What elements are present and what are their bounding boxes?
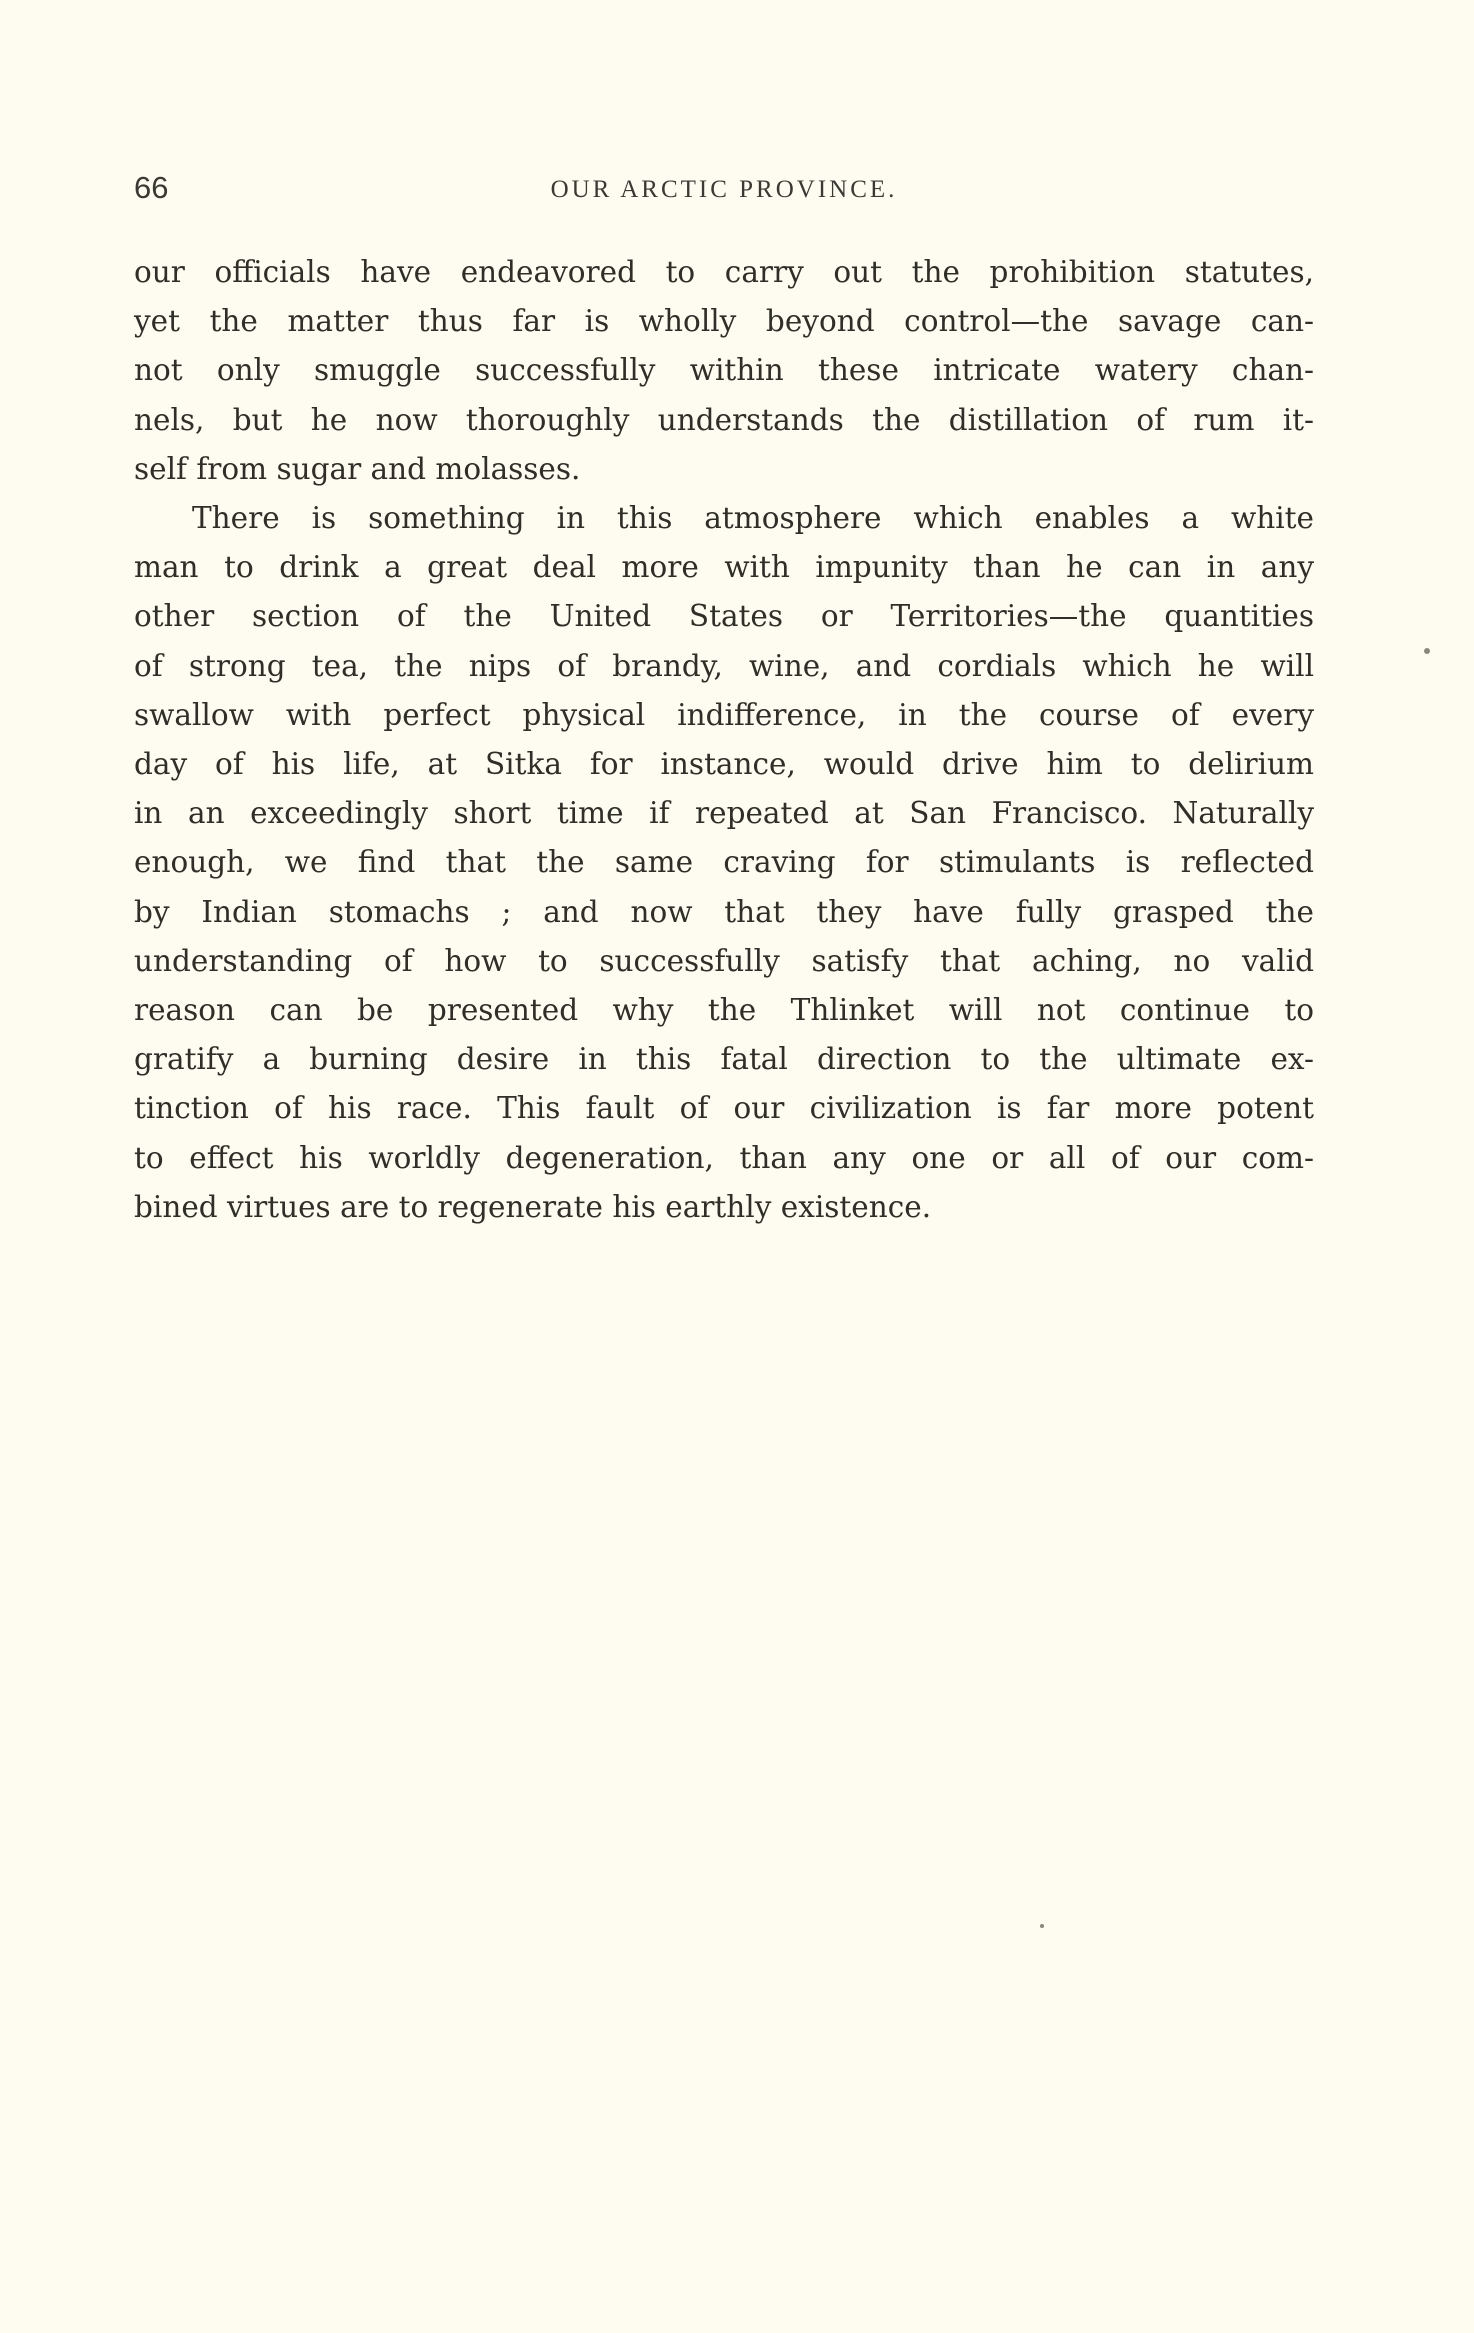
text-line: understanding of how to successfully satisfy that aching, no valid [134, 943, 1314, 978]
text-line: to effect his worldly degeneration, than any one or all of our com- [134, 1140, 1314, 1175]
text-line: in an exceedingly short time if repeated at San Francisco. Naturally [134, 796, 1314, 831]
text-line: self from sugar and molasses. [134, 451, 581, 486]
text-line: enough, we find that the same craving for stimulants is reflected [134, 845, 1314, 880]
text-line: There is something in this atmosphere which enables a white [192, 501, 1314, 536]
text-line: tinction of his race. This fault of our civilization is far more potent [134, 1091, 1314, 1126]
body-text [134, 248, 1314, 1232]
text-line: reason can be presented why the Thlinket will not continue to [134, 993, 1314, 1028]
text-line: by Indian stomachs ; and now that they have fully grasped the [134, 894, 1314, 929]
paper-speck [1040, 1924, 1044, 1928]
text-line: swallow with perfect physical indifference, in the course of every [134, 697, 1314, 732]
paragraph-2 [134, 494, 1314, 1232]
text-line: bined virtues are to regenerate his earthly existence. [134, 1189, 932, 1224]
text-line: nels, but he now thoroughly understands the distillation of rum it- [134, 402, 1314, 437]
page-number: 66 [134, 170, 169, 205]
text-line: not only smuggle successfully within these intricate watery chan- [134, 353, 1314, 388]
running-head: OUR ARCTIC PROVINCE. [550, 176, 898, 203]
text-line: yet the matter thus far is wholly beyond control—the savage can- [134, 304, 1314, 339]
page-header [134, 168, 1314, 212]
text-line: other section of the United States or Territories—the quantities [134, 599, 1314, 634]
text-line: day of his life, at Sitka for instance, would drive him to delirium [134, 747, 1314, 782]
text-line: gratify a burning desire in this fatal direction to the ultimate ex- [134, 1042, 1314, 1077]
text-line: our officials have endeavored to carry out the prohibition statutes, [134, 255, 1314, 289]
text-line: man to drink a great deal more with impunity than he can in any [134, 550, 1314, 585]
paper-speck [1424, 648, 1430, 654]
paragraph-1 [134, 248, 1314, 494]
text-line: of strong tea, the nips of brandy, wine, and cordials which he will [134, 648, 1314, 683]
